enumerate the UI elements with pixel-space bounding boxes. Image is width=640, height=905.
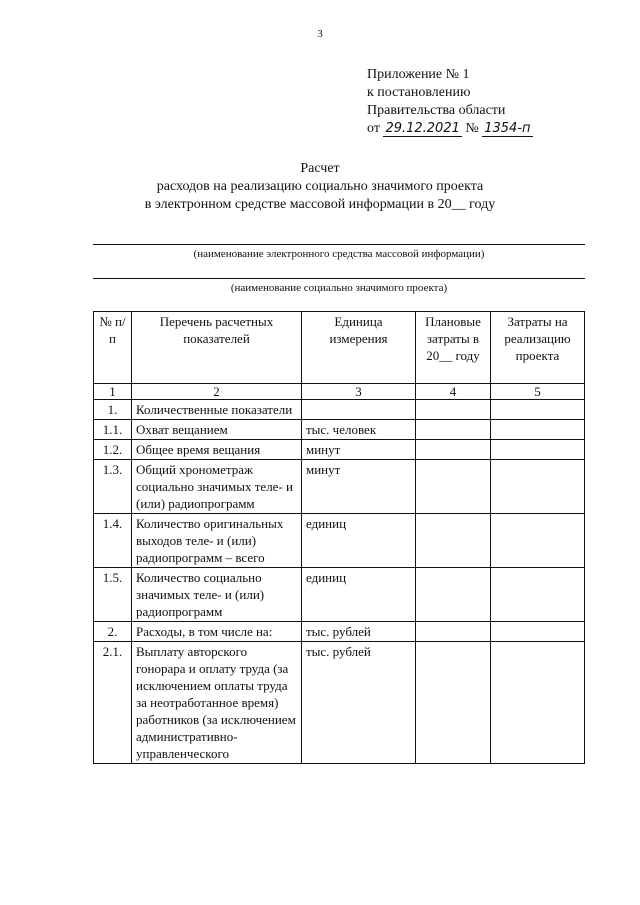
cell-indicator: Выплату авторского гонорара и оплату труда (за исключением оплаты труда за неотработанное время) работников (за исключением административно-управленческого [132, 642, 302, 764]
cell-costs [491, 440, 585, 460]
title-line-3: в электронном средстве массовой информации в 20__ году [144, 197, 496, 212]
cell-planned [416, 420, 491, 440]
cell-num: 1.5. [94, 568, 132, 622]
col-number: 5 [491, 384, 585, 400]
appendix-line-1: Приложение № 1 [367, 67, 470, 82]
cell-indicator: Общее время вещания [132, 440, 302, 460]
appendix-line-3: Правительства области [367, 103, 506, 118]
cell-costs [491, 568, 585, 622]
cell-costs [491, 642, 585, 764]
calculation-table [93, 311, 585, 764]
header-costs: Затраты на реализацию проекта [491, 312, 585, 384]
col-number: 4 [416, 384, 491, 400]
cell-unit: единиц [302, 568, 416, 622]
cell-num: 1. [94, 400, 132, 420]
cell-indicator: Количество оригинальных выходов теле- и (или) радиопрограмм – всего [132, 514, 302, 568]
table-row [94, 440, 585, 460]
project-name-caption: (наименование социально значимого проекта) [230, 282, 448, 294]
cell-indicator: Общий хронометраж социально значимых теле- и (или) радиопрограмм [132, 460, 302, 514]
col-number: 3 [302, 384, 416, 400]
cell-costs [491, 460, 585, 514]
col-number: 2 [132, 384, 302, 400]
table-row [94, 400, 585, 420]
header-indicators: Перечень расчетных показателей [132, 312, 302, 384]
header-planned: Плановые затраты в 20__ году [416, 312, 491, 384]
appendix-block [367, 66, 533, 138]
cell-costs [491, 622, 585, 642]
cell-num: 2. [94, 622, 132, 642]
media-name-caption: (наименование электронного средства массовой информации) [193, 248, 485, 260]
cell-num: 1.1. [94, 420, 132, 440]
cell-unit: тыс. человек [302, 420, 416, 440]
header-num: № п/п [94, 312, 132, 384]
cell-unit: единиц [302, 514, 416, 568]
document-title [0, 160, 640, 214]
table-row [94, 514, 585, 568]
cell-num: 1.4. [94, 514, 132, 568]
table-header-row [94, 312, 585, 384]
cell-num: 1.2. [94, 440, 132, 460]
col-number: 1 [94, 384, 132, 400]
handwritten-date: 29.12.2021 [385, 121, 460, 136]
media-name-fill-line [93, 244, 585, 245]
appendix-line-2: к постановлению [367, 85, 471, 100]
appendix-date-line [367, 120, 533, 138]
page-number: 3 [317, 28, 323, 40]
cell-indicator: Расходы, в том числе на: [132, 622, 302, 642]
cell-unit: минут [302, 460, 416, 514]
cell-indicator: Количественные показатели [132, 400, 302, 420]
title-line-1: Расчет [300, 161, 340, 176]
header-unit: Единица измерения [302, 312, 416, 384]
cell-planned [416, 460, 491, 514]
column-number-row [94, 384, 585, 400]
title-line-2: расходов на реализацию социально значимого проекта [156, 179, 484, 194]
cell-unit: тыс. рублей [302, 642, 416, 764]
table-row [94, 420, 585, 440]
table-row [94, 460, 585, 514]
cell-planned [416, 440, 491, 460]
cell-planned [416, 514, 491, 568]
cell-indicator: Количество социально значимых теле- и (или) радиопрограмм [132, 568, 302, 622]
table-row [94, 642, 585, 764]
cell-num: 2.1. [94, 642, 132, 764]
cell-unit: минут [302, 440, 416, 460]
number-prefix: № [465, 121, 479, 136]
cell-unit [302, 400, 416, 420]
cell-costs [491, 400, 585, 420]
table-row [94, 568, 585, 622]
date-prefix: от [367, 121, 380, 136]
cell-planned [416, 642, 491, 764]
cell-unit: тыс. рублей [302, 622, 416, 642]
project-name-fill-line [93, 278, 585, 279]
cell-num: 1.3. [94, 460, 132, 514]
table-row [94, 622, 585, 642]
cell-planned [416, 400, 491, 420]
cell-planned [416, 568, 491, 622]
cell-planned [416, 622, 491, 642]
cell-indicator: Охват вещанием [132, 420, 302, 440]
cell-costs [491, 420, 585, 440]
cell-costs [491, 514, 585, 568]
handwritten-number: 1354-п [484, 121, 531, 136]
